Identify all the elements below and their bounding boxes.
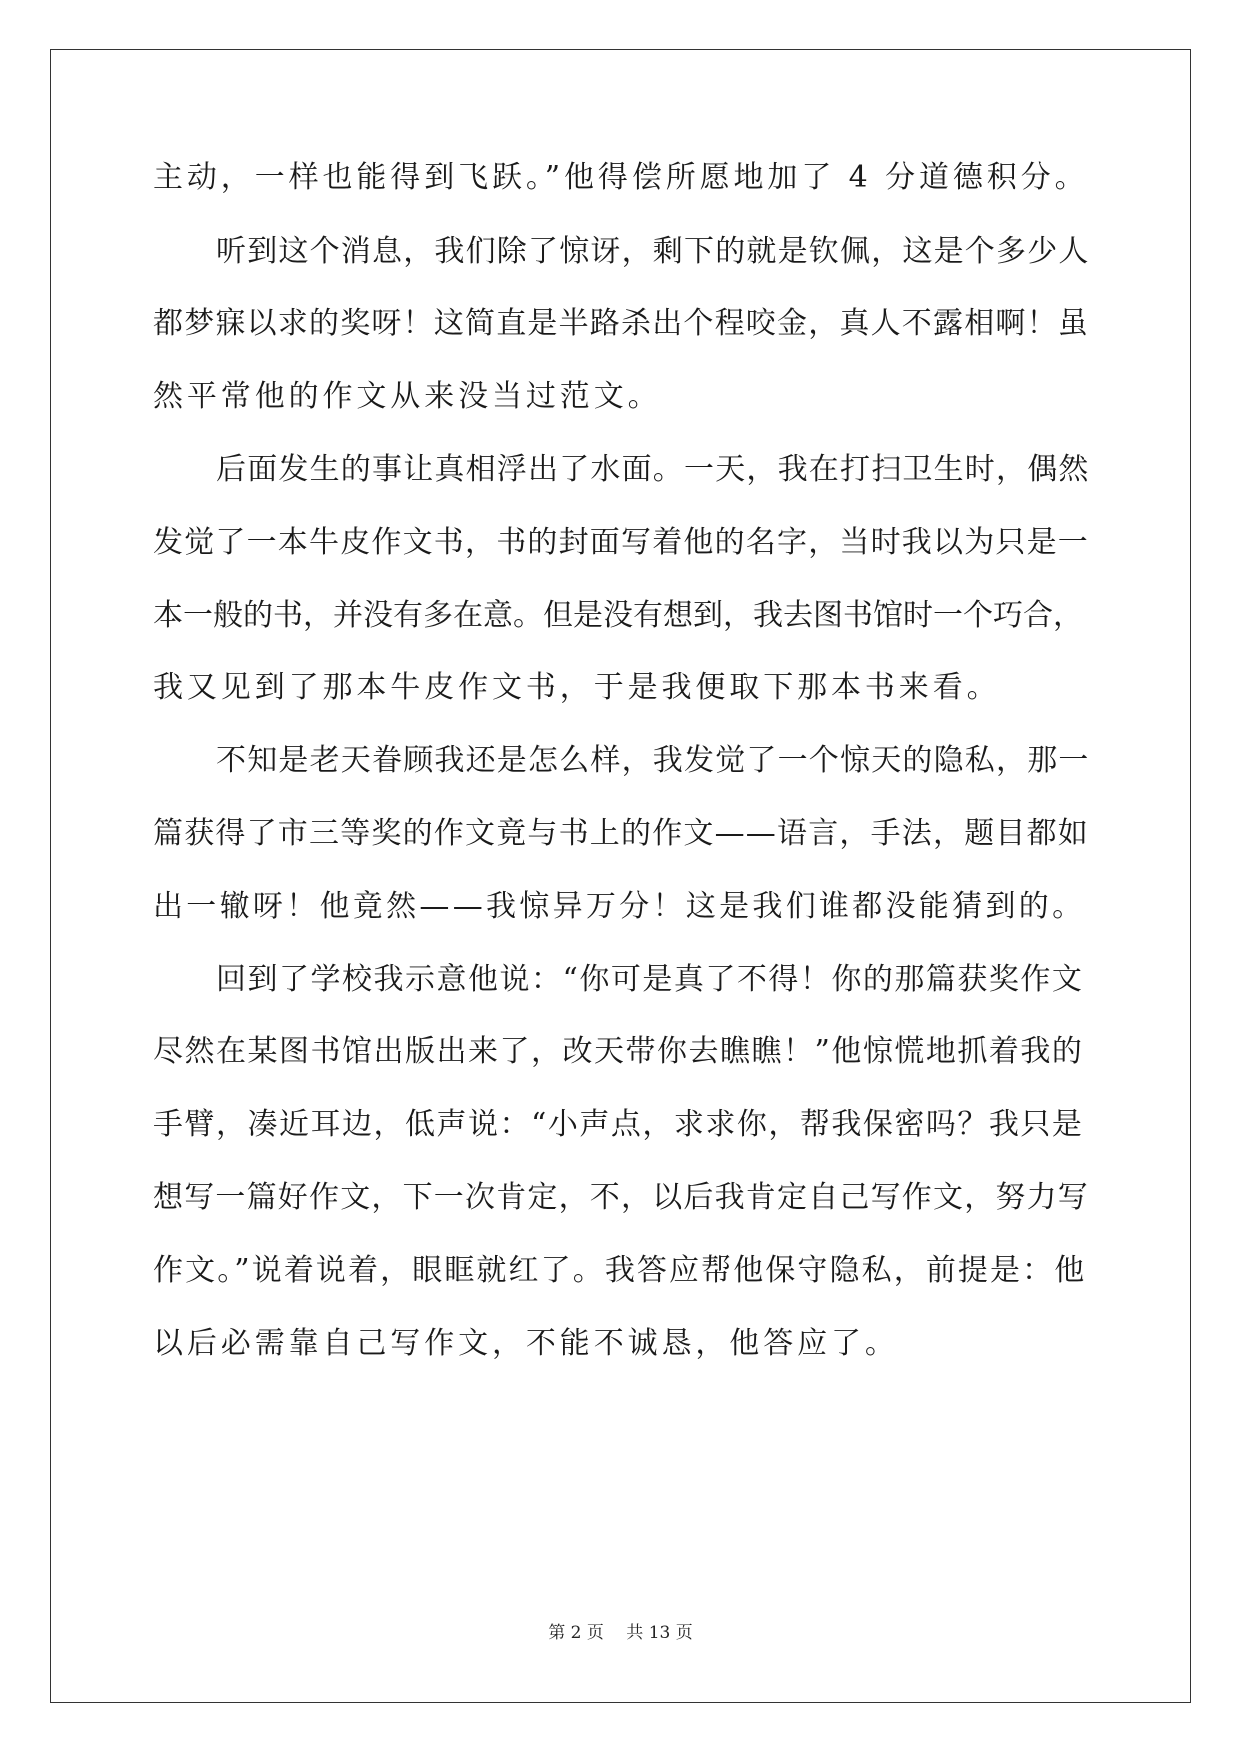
text-line: 然平常他的作文从来没当过范文。 <box>153 379 662 414</box>
text-line: 尽然在某图书馆出版出来了，改天带你去瞧瞧！”他惊慌地抓着我的 <box>153 1034 1084 1069</box>
text-line: 我又见到了那本牛皮作文书，于是我便取下那本书来看。 <box>153 670 1001 705</box>
text-line: 篇获得了市三等奖的作文竟与书上的作文——语言，手法，题目都如 <box>153 816 1089 851</box>
text-line: 手臂，凑近耳边，低声说：“小声点，求求你，帮我保密吗？我只是 <box>153 1107 1084 1142</box>
text-line: 主动，一样也能得到飞跃。”他得偿所愿地加了 4 分道德积分。 <box>153 160 1089 195</box>
text-line: 想写一篇好作文，下一次肯定，不，以后我肯定自己写作文，努力写 <box>153 1180 1089 1215</box>
page-number-footer: 第 2 页 共 13 页 <box>548 1623 693 1643</box>
paragraph-line: 回到了学校我示意他说：“你可是真了不得！你的那篇获奖作文 <box>216 962 1084 997</box>
paragraph-line: 不知是老天眷顾我还是怎么样，我发觉了一个惊天的隐私，那一 <box>216 743 1090 778</box>
paragraph-line: 后面发生的事让真相浮出了水面。一天，我在打扫卫生时，偶然 <box>216 452 1090 487</box>
text-line: 出一辙呀！他竟然——我惊异万分！这是我们谁都没能猜到的。 <box>153 889 1086 924</box>
text-line: 本一般的书，并没有多在意。但是没有想到，我去图书馆时一个巧合， <box>153 598 1083 633</box>
text-line: 作文。”说着说着，眼眶就红了。我答应帮他保守隐私，前提是：他 <box>153 1253 1087 1288</box>
paragraph-line: 听到这个消息，我们除了惊讶，剩下的就是钦佩，这是个多少人 <box>216 234 1090 269</box>
text-line: 都梦寐以求的奖呀！这简直是半路杀出个程咬金，真人不露相啊！虽 <box>153 306 1089 341</box>
text-line: 发觉了一本牛皮作文书，书的封面写着他的名字，当时我以为只是一 <box>153 525 1089 560</box>
page-border <box>50 49 1191 1703</box>
text-line: 以后必需靠自己写作文，不能不诚恳，他答应了。 <box>153 1326 899 1361</box>
